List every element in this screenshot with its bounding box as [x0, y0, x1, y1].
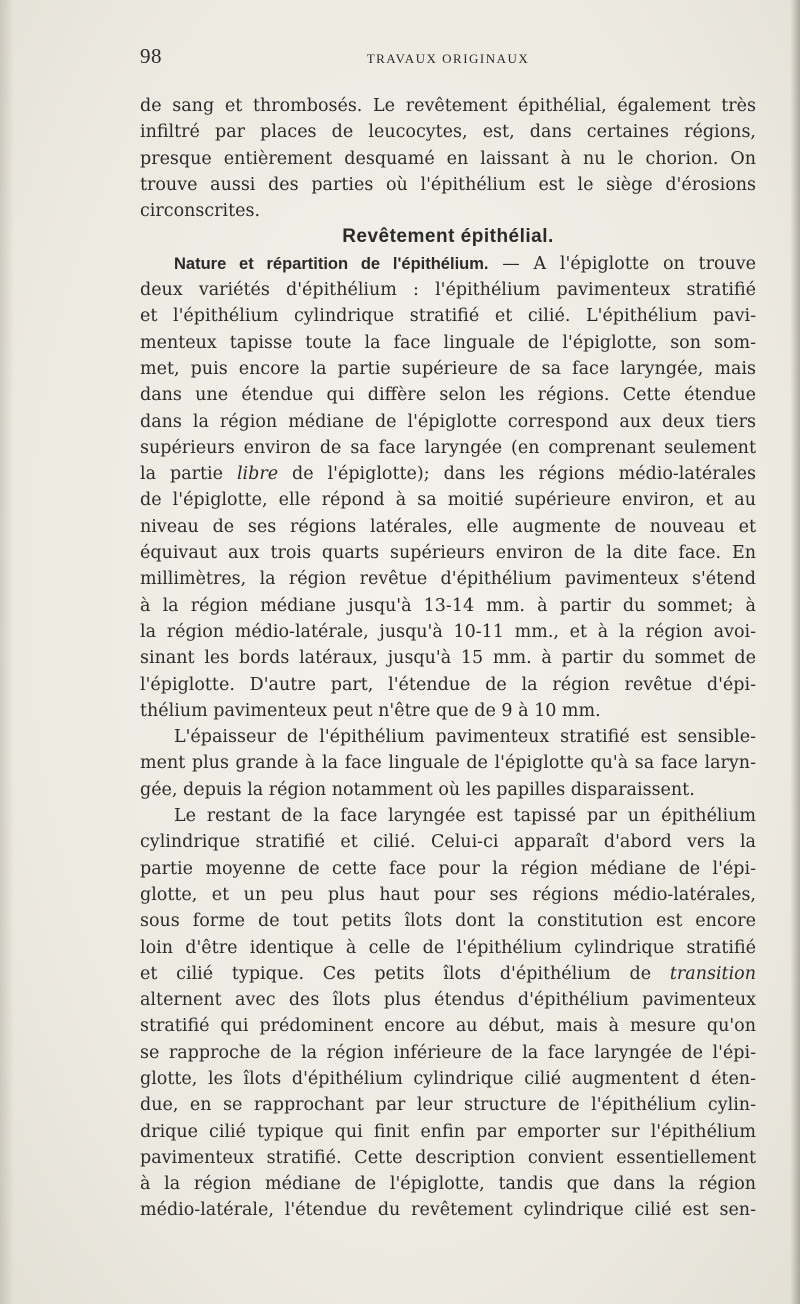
text-line: l'épiglotte. D'autre part, l'étendue de la région revêtue d'épi- [140, 674, 756, 695]
paragraph-first-line: Le restant de la face laryngée est tapissé par un épithélium [174, 806, 756, 827]
scan-shadow-left [0, 0, 14, 1304]
text-line: millimètres, la région revêtue d'épithélium pavimenteux s'étend [140, 569, 756, 590]
running-title: TRAVAUX ORIGINAUX [366, 51, 530, 66]
text-fragment: et cilié typique. Ces petits îlots d'épithélium de [140, 963, 652, 984]
text-line: trouve aussi des parties où l'épithélium est le siège d'érosions [140, 174, 756, 195]
text-line: de sang et thrombosés. Le revêtement épithélial, également très [140, 96, 756, 116]
text-line: partie moyenne de cette face pour la région médiane de l'épi- [140, 858, 756, 879]
text-line-with-italic [140, 961, 756, 987]
text-line: pavimenteux stratifié. Cette description convient essentiellement [140, 1147, 756, 1168]
text-line: la région médio-latérale, jusqu'à 10-11 mm., et à la région avoi- [140, 621, 756, 642]
text-line: met, puis encore la partie supérieure de sa face laryngée, mais [140, 358, 756, 379]
text-line: médio-latérale, l'étendue du revêtement cylindrique cilié est sen- [140, 1200, 756, 1221]
text-line: due, en se rapprochant par leur structure de l'épithélium cylin- [140, 1095, 756, 1116]
page-number: 98 [140, 44, 162, 68]
text-line: à la région médiane de l'épiglotte, tandis que dans la région [140, 1174, 756, 1195]
text-line: deux variétés d'épithélium : l'épithélium pavimenteux stratifié [140, 280, 756, 301]
paragraph-first-line: L'épaisseur de l'épithélium pavimenteux stratifié est sensible- [174, 727, 756, 748]
text-line: de l'épiglotte, elle répond à sa moitié supérieure environ, et au [140, 490, 756, 511]
text-fragment: de l'épiglotte); dans les régions médio-latérales [292, 464, 756, 485]
text-line: glotte, et un peu plus haut pour ses régions médio-latérales, [140, 884, 756, 905]
text-line-with-italic [140, 461, 756, 487]
text-line: sinant les bords latéraux, jusqu'à 15 mm. à partir du sommet de [140, 648, 756, 669]
text-line: loin d'être identique à celle de l'épithélium cylindrique stratifié [140, 937, 756, 958]
run-in-title: Nature et répartition de l'épithélium. [174, 254, 489, 273]
text-line: et l'épithélium cylindrique stratifié et cilié. L'épithélium pavi- [140, 306, 756, 327]
text-line: gée, depuis la région notamment où les papilles disparaissent. [140, 779, 695, 800]
text-line: ment plus grande à la face linguale de l'épiglotte qu'à sa face laryn- [140, 753, 756, 774]
body-text [140, 93, 756, 1224]
text-line: sous forme de tout petits îlots dont la constitution est encore [140, 911, 756, 932]
text-line: menteux tapisse toute la face linguale de l'épiglotte, son som- [140, 332, 756, 353]
text-line: cylindrique stratifié et cilié. Celui-ci apparaît d'abord vers la [140, 832, 756, 853]
text-line: équivaut aux trois quarts supérieurs environ de la dite face. En [140, 543, 756, 564]
paragraph-first-line [140, 251, 756, 277]
text-line: glotte, les îlots d'épithélium cylindrique cilié augmentent d éten- [140, 1068, 756, 1089]
text-line: thélium pavimenteux peut n'être que de 9 à 10 mm. [140, 700, 601, 721]
text-line: presque entièrement desquamé en laissant à nu le chorion. On [140, 148, 756, 169]
text-fragment: la partie [140, 464, 223, 485]
text-line: supérieurs environ de sa face laryngée (en comprenant seulement [140, 437, 756, 458]
italic-word: transition [669, 963, 756, 984]
text-line: à la région médiane jusqu'à 13-14 mm. à partir du sommet; à [140, 595, 756, 616]
text-line: alternent avec des îlots plus étendus d'épithélium pavimenteux [140, 990, 756, 1011]
text-line: stratifié qui prédominent encore au début, mais à mesure qu'on [140, 1016, 756, 1037]
text-line: se rapproche de la région inférieure de la face laryngée de l'épi- [140, 1042, 756, 1063]
scan-shadow-right [790, 0, 800, 1304]
text-fragment: — A l'épiglotte on trouve [502, 253, 756, 274]
text-line: drique cilié typique qui finit enfin par emporter sur l'épithélium [140, 1121, 756, 1142]
section-heading: Revêtement épithélial. [342, 226, 554, 248]
text-line: dans une étendue qui diffère selon les régions. Cette étendue [140, 385, 756, 406]
text-line: niveau de ses régions latérales, elle augmente de nouveau et [140, 516, 756, 537]
text-line: circonscrites. [140, 201, 261, 222]
running-head [140, 44, 756, 72]
text-line: infiltré par places de leucocytes, est, dans certaines régions, [140, 122, 756, 143]
text-line: dans la région médiane de l'épiglotte correspond aux deux tiers [140, 411, 756, 432]
italic-word: libre [236, 464, 279, 485]
